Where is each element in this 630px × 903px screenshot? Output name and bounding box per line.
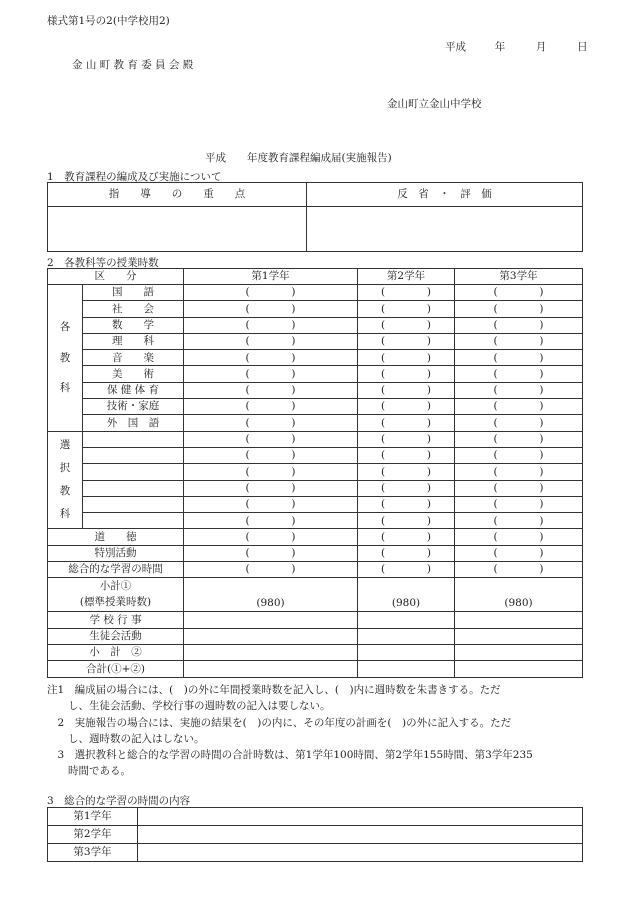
paren-close: ) — [426, 302, 431, 315]
weekly-hours-parens — [494, 434, 544, 445]
weekly-hours-parens — [494, 385, 544, 396]
hours-cell-grade-3[interactable] — [455, 350, 583, 366]
weekly-hours-parens — [381, 418, 431, 429]
paren-close: ) — [291, 416, 296, 429]
hours-cell-grade-2[interactable] — [358, 480, 455, 496]
paren-open: ( — [381, 498, 386, 511]
paren-close: ) — [539, 498, 544, 511]
weekly-hours-parens — [381, 336, 431, 347]
paren-open: ( — [245, 384, 250, 397]
weekly-hours-parens — [381, 532, 431, 543]
weekly-hours-parens — [381, 516, 431, 527]
weekly-hours-parens — [494, 320, 544, 331]
paren-close: ) — [291, 514, 296, 527]
weekly-hours-parens — [381, 450, 431, 461]
paren-close: ) — [291, 318, 296, 331]
paren-open: ( — [381, 481, 386, 494]
paren-open: ( — [493, 367, 498, 380]
weekly-hours-parens — [494, 353, 544, 364]
paren-open: ( — [493, 302, 498, 315]
weekly-hours-parens — [381, 385, 431, 396]
hours-cell-grade-2[interactable] — [358, 513, 455, 529]
paren-open: ( — [493, 318, 498, 331]
paren-open: ( — [381, 563, 386, 576]
hours-cell-grade-3[interactable] — [455, 480, 583, 496]
paren-close: ) — [539, 318, 544, 331]
hours-cell-grade-1[interactable] — [184, 480, 358, 496]
hours-cell-grade-1[interactable] — [184, 301, 358, 317]
weekly-hours-parens — [381, 320, 431, 331]
grade-2-label: 第2学年 — [48, 826, 138, 844]
paren-open: ( — [245, 302, 250, 315]
col-guidance-focus: 指 導 の 重 点 — [48, 183, 307, 207]
paren-open: ( — [381, 318, 386, 331]
subject-label: 美 術 — [83, 366, 184, 382]
paren-open: ( — [381, 433, 386, 446]
hours-cell-grade-1[interactable] — [184, 562, 358, 578]
extra-hours-grade-1[interactable] — [184, 628, 358, 644]
weekly-hours-parens — [381, 483, 431, 494]
subject-label: 国 語 — [83, 285, 184, 301]
hours-cell-grade-1[interactable] — [184, 464, 358, 480]
weekly-hours-parens — [381, 548, 431, 559]
group-kyoka: 各 教 科 — [48, 285, 83, 432]
subject-label: 保 健 体 育 — [83, 382, 184, 398]
hours-cell-grade-3[interactable] — [455, 301, 583, 317]
paren-close: ) — [291, 302, 296, 315]
date-era: 平成 — [445, 41, 466, 53]
paren-close: ) — [426, 449, 431, 462]
paren-open: ( — [381, 367, 386, 380]
paren-open: ( — [493, 449, 498, 462]
hours-cell-grade-2[interactable] — [358, 415, 455, 431]
extra-hours-grade-3[interactable] — [455, 644, 583, 660]
weekly-hours-parens — [494, 499, 544, 510]
weekly-hours-parens — [246, 483, 296, 494]
weekly-hours-parens — [494, 418, 544, 429]
paren-open: ( — [493, 286, 498, 299]
weekly-hours-parens — [246, 548, 296, 559]
subject-label: 外 国 語 — [83, 415, 184, 431]
hours-cell-grade-3[interactable] — [455, 447, 583, 463]
extra-hours-grade-1[interactable] — [184, 612, 358, 628]
weekly-hours-parens — [246, 401, 296, 412]
weekly-hours-parens — [246, 320, 296, 331]
weekly-hours-parens — [246, 287, 296, 298]
paren-close: ) — [539, 449, 544, 462]
paren-close: ) — [291, 335, 296, 348]
weekly-hours-parens — [246, 450, 296, 461]
extra-hours-grade-2[interactable] — [358, 612, 455, 628]
col-reflection: 反 省 ・ 評 価 — [307, 183, 583, 207]
paren-close: ) — [291, 351, 296, 364]
paren-open: ( — [245, 286, 250, 299]
weekly-hours-parens — [246, 564, 296, 575]
paren-open: ( — [493, 547, 498, 560]
paren-open: ( — [245, 530, 250, 543]
paren-close: ) — [539, 367, 544, 380]
hours-cell-grade-2[interactable] — [358, 464, 455, 480]
form-id: 様式第1号の2(中学校用2) — [47, 15, 170, 27]
paren-open: ( — [493, 465, 498, 478]
paren-open: ( — [245, 449, 250, 462]
weekly-hours-parens — [246, 516, 296, 527]
paren-open: ( — [245, 433, 250, 446]
hours-cell-grade-1[interactable] — [184, 545, 358, 561]
elective-subject-input[interactable] — [83, 447, 184, 463]
hours-cell-grade-2[interactable] — [358, 447, 455, 463]
paren-close: ) — [426, 481, 431, 494]
extra-hours-grade-3[interactable] — [455, 612, 583, 628]
reflection-cell[interactable] — [307, 207, 583, 252]
paren-close: ) — [539, 530, 544, 543]
elective-subject-input[interactable] — [83, 513, 184, 529]
weekly-hours-parens — [246, 499, 296, 510]
paren-open: ( — [493, 384, 498, 397]
weekly-hours-parens — [494, 450, 544, 461]
weekly-hours-parens — [381, 499, 431, 510]
weekly-hours-parens — [381, 434, 431, 445]
hours-cell-grade-3[interactable] — [455, 562, 583, 578]
hours-cell-grade-2[interactable] — [358, 301, 455, 317]
hours-cell-grade-3[interactable] — [455, 513, 583, 529]
paren-open: ( — [381, 465, 386, 478]
weekly-hours-parens — [494, 483, 544, 494]
weekly-hours-parens — [246, 369, 296, 380]
paren-open: ( — [245, 367, 250, 380]
date-line — [445, 39, 588, 54]
paren-close: ) — [291, 433, 296, 446]
hours-cell-grade-1[interactable] — [184, 447, 358, 463]
other-row-label: 道 徳 — [48, 529, 184, 545]
hours-cell-grade-3[interactable] — [455, 382, 583, 398]
paren-open: ( — [493, 514, 498, 527]
section1-table — [47, 182, 583, 252]
paren-close: ) — [426, 286, 431, 299]
elective-subject-input[interactable] — [83, 464, 184, 480]
section3-table — [47, 807, 583, 862]
other-row-label: 総合的な学習の時間 — [48, 562, 184, 578]
paren-open: ( — [245, 416, 250, 429]
guidance-focus-cell[interactable] — [48, 207, 307, 252]
hours-cell-grade-1[interactable] — [184, 513, 358, 529]
paren-close: ) — [426, 498, 431, 511]
paren-open: ( — [381, 416, 386, 429]
grade-1-label: 第1学年 — [48, 808, 138, 826]
note-line: し、生徒会活動、学校行事の週時数の記入は要しない。 — [47, 700, 331, 713]
hours-cell-grade-1[interactable] — [184, 350, 358, 366]
paren-open: ( — [381, 351, 386, 364]
note-line: 2 実施報告の場合には、実施の結果を( )の内に、その年度の計画を( )の外に記入する。ただ — [47, 716, 512, 729]
hours-cell-grade-1[interactable] — [184, 382, 358, 398]
paren-close: ) — [291, 449, 296, 462]
hours-cell-grade-2[interactable] — [358, 529, 455, 545]
extra-hours-grade-2[interactable] — [358, 661, 455, 677]
hours-cell-grade-2[interactable] — [358, 317, 455, 333]
hours-cell-grade-3[interactable] — [455, 366, 583, 382]
weekly-hours-parens — [494, 304, 544, 315]
extra-row-label: 小 計 ② — [48, 644, 184, 660]
section3-heading: 3 総合的な学習の時間の内容 — [47, 795, 191, 807]
col-grade-1: 第1学年 — [184, 269, 358, 285]
hours-cell-grade-3[interactable] — [455, 285, 583, 301]
paren-open: ( — [493, 433, 498, 446]
other-row-label: 特別活動 — [48, 545, 184, 561]
date-month: 月 — [535, 41, 547, 53]
paren-open: ( — [245, 351, 250, 364]
paren-open: ( — [493, 563, 498, 576]
paren-close: ) — [539, 416, 544, 429]
paren-close: ) — [426, 530, 431, 543]
hours-cell-grade-2[interactable] — [358, 431, 455, 447]
hours-cell-grade-2[interactable] — [358, 562, 455, 578]
paren-open: ( — [493, 481, 498, 494]
paren-close: ) — [426, 318, 431, 331]
weekly-hours-parens — [381, 564, 431, 575]
hours-cell-grade-2[interactable] — [358, 496, 455, 512]
subtotal-1-label — [48, 578, 184, 612]
col-kubun: 区 分 — [48, 269, 184, 285]
grade-1-content[interactable] — [138, 808, 583, 826]
grade-2-content[interactable] — [138, 826, 583, 844]
weekly-hours-parens — [381, 369, 431, 380]
addressee: 金 山 町 教 育 委 員 会 殿 — [72, 59, 194, 71]
paren-open: ( — [493, 416, 498, 429]
paren-open: ( — [381, 302, 386, 315]
elective-subject-input[interactable] — [83, 431, 184, 447]
weekly-hours-parens — [494, 467, 544, 478]
weekly-hours-parens — [494, 564, 544, 575]
paren-close: ) — [539, 400, 544, 413]
weekly-hours-parens — [494, 401, 544, 412]
paren-close: ) — [291, 286, 296, 299]
weekly-hours-parens — [381, 401, 431, 412]
paren-close: ) — [291, 498, 296, 511]
hours-cell-grade-2[interactable] — [358, 350, 455, 366]
extra-row-label: 学 校 行 事 — [48, 612, 184, 628]
paren-open: ( — [381, 530, 386, 543]
subtotal-1-label-top: 小計① — [99, 580, 132, 593]
paren-open: ( — [493, 530, 498, 543]
paren-open: ( — [381, 449, 386, 462]
weekly-hours-parens — [246, 353, 296, 364]
subject-label: 数 学 — [83, 317, 184, 333]
weekly-hours-parens — [494, 532, 544, 543]
paren-close: ) — [539, 286, 544, 299]
hours-cell-grade-2[interactable] — [358, 333, 455, 349]
paren-close: ) — [291, 481, 296, 494]
elective-subject-input[interactable] — [83, 496, 184, 512]
paren-close: ) — [291, 563, 296, 576]
extra-hours-grade-2[interactable] — [358, 628, 455, 644]
paren-close: ) — [539, 563, 544, 576]
paren-open: ( — [245, 547, 250, 560]
paren-open: ( — [245, 335, 250, 348]
standard-hours-grade-1: (980) — [184, 578, 358, 612]
paren-open: ( — [245, 514, 250, 527]
subject-label: 音 楽 — [83, 350, 184, 366]
paren-close: ) — [426, 384, 431, 397]
paren-close: ) — [539, 351, 544, 364]
extra-hours-grade-1[interactable] — [184, 644, 358, 660]
paren-open: ( — [245, 481, 250, 494]
note-line: 3 選択教科と総合的な学習の時間の合計時数は、第1学年100時間、第2学年155時間、第3学年235 — [47, 749, 533, 762]
paren-open: ( — [493, 498, 498, 511]
extra-hours-grade-3[interactable] — [455, 628, 583, 644]
weekly-hours-parens — [381, 287, 431, 298]
paren-close: ) — [426, 465, 431, 478]
hours-cell-grade-1[interactable] — [184, 285, 358, 301]
paren-open: ( — [381, 384, 386, 397]
elective-subject-input[interactable] — [83, 480, 184, 496]
subject-label: 社 会 — [83, 301, 184, 317]
paren-close: ) — [426, 433, 431, 446]
paren-close: ) — [426, 400, 431, 413]
extra-hours-grade-3[interactable] — [455, 661, 583, 677]
paren-close: ) — [426, 367, 431, 380]
hours-cell-grade-2[interactable] — [358, 366, 455, 382]
hours-cell-grade-2[interactable] — [358, 382, 455, 398]
paren-close: ) — [291, 465, 296, 478]
hours-cell-grade-3[interactable] — [455, 317, 583, 333]
weekly-hours-parens — [381, 467, 431, 478]
grade-3-content[interactable] — [138, 844, 583, 862]
paren-close: ) — [539, 465, 544, 478]
paren-close: ) — [539, 433, 544, 446]
weekly-hours-parens — [494, 287, 544, 298]
hours-cell-grade-1[interactable] — [184, 366, 358, 382]
form-title: 平成 年度教育課程編成届(実施報告) — [205, 152, 392, 164]
paren-open: ( — [245, 563, 250, 576]
hours-cell-grade-1[interactable] — [184, 431, 358, 447]
paren-close: ) — [539, 514, 544, 527]
hours-cell-grade-3[interactable] — [455, 399, 583, 415]
weekly-hours-parens — [246, 336, 296, 347]
hours-cell-grade-1[interactable] — [184, 399, 358, 415]
paren-close: ) — [426, 547, 431, 560]
paren-close: ) — [291, 530, 296, 543]
note-line: 注1 編成届の場合には、( )の外に年間授業時数を記入し、( )内に週時数を朱書きする。ただ — [47, 684, 501, 696]
paren-open: ( — [381, 400, 386, 413]
extra-hours-grade-2[interactable] — [358, 644, 455, 660]
paren-open: ( — [381, 286, 386, 299]
paren-close: ) — [291, 547, 296, 560]
notes — [47, 682, 587, 780]
weekly-hours-parens — [381, 304, 431, 315]
standard-hours-grade-2: (980) — [358, 578, 455, 612]
paren-open: ( — [245, 318, 250, 331]
weekly-hours-parens — [246, 434, 296, 445]
paren-open: ( — [381, 547, 386, 560]
group-sentaku: 選 択 教 科 — [48, 431, 83, 529]
hours-cell-grade-3[interactable] — [455, 464, 583, 480]
hours-cell-grade-1[interactable] — [184, 496, 358, 512]
paren-close: ) — [426, 335, 431, 348]
paren-open: ( — [493, 400, 498, 413]
col-grade-3: 第3学年 — [455, 269, 583, 285]
hours-cell-grade-2[interactable] — [358, 285, 455, 301]
weekly-hours-parens — [381, 353, 431, 364]
hours-cell-grade-3[interactable] — [455, 496, 583, 512]
paren-open: ( — [493, 335, 498, 348]
paren-close: ) — [291, 400, 296, 413]
paren-close: ) — [426, 351, 431, 364]
hours-cell-grade-3[interactable] — [455, 545, 583, 561]
subtotal-1-label-bottom: (標準授業時数) — [79, 595, 152, 608]
section1-heading: 1 教育課程の編成及び実施について — [47, 171, 222, 183]
date-day: 日 — [577, 41, 588, 53]
hours-cell-grade-2[interactable] — [358, 399, 455, 415]
hours-cell-grade-3[interactable] — [455, 431, 583, 447]
paren-close: ) — [291, 367, 296, 380]
paren-close: ) — [539, 547, 544, 560]
hours-table — [47, 268, 583, 678]
weekly-hours-parens — [246, 304, 296, 315]
paren-close: ) — [539, 302, 544, 315]
date-year: 年 — [494, 41, 506, 53]
paren-close: ) — [426, 514, 431, 527]
hours-cell-grade-3[interactable] — [455, 333, 583, 349]
standard-hours-grade-3: (980) — [455, 578, 583, 612]
paren-close: ) — [291, 384, 296, 397]
weekly-hours-parens — [494, 516, 544, 527]
weekly-hours-parens — [494, 369, 544, 380]
grade-3-label: 第3学年 — [48, 844, 138, 862]
note-line: 時間である。 — [47, 765, 131, 778]
weekly-hours-parens — [246, 532, 296, 543]
hours-cell-grade-3[interactable] — [455, 529, 583, 545]
subject-label: 技術・家庭 — [83, 399, 184, 415]
weekly-hours-parens — [494, 336, 544, 347]
extra-row-label: 生徒会活動 — [48, 628, 184, 644]
paren-close: ) — [539, 335, 544, 348]
school-name: 金山町立金山中学校 — [387, 98, 482, 110]
hours-cell-grade-1[interactable] — [184, 333, 358, 349]
subject-label: 理 科 — [83, 333, 184, 349]
paren-close: ) — [539, 481, 544, 494]
hours-cell-grade-2[interactable] — [358, 545, 455, 561]
paren-open: ( — [493, 351, 498, 364]
hours-cell-grade-1[interactable] — [184, 317, 358, 333]
paren-open: ( — [245, 400, 250, 413]
extra-row-label: 合計(①+②) — [48, 661, 184, 677]
hours-cell-grade-1[interactable] — [184, 415, 358, 431]
weekly-hours-parens — [494, 548, 544, 559]
section2-heading: 2 各教科等の授業時数 — [47, 257, 159, 269]
paren-close: ) — [539, 384, 544, 397]
paren-open: ( — [381, 514, 386, 527]
paren-close: ) — [426, 416, 431, 429]
weekly-hours-parens — [246, 385, 296, 396]
col-grade-2: 第2学年 — [358, 269, 455, 285]
weekly-hours-parens — [246, 418, 296, 429]
paren-open: ( — [245, 498, 250, 511]
paren-open: ( — [381, 335, 386, 348]
hours-cell-grade-3[interactable] — [455, 415, 583, 431]
paren-close: ) — [426, 563, 431, 576]
extra-hours-grade-1[interactable] — [184, 661, 358, 677]
hours-cell-grade-1[interactable] — [184, 529, 358, 545]
note-line: し、週時数の記入はしない。 — [47, 732, 205, 745]
weekly-hours-parens — [246, 467, 296, 478]
paren-open: ( — [245, 465, 250, 478]
